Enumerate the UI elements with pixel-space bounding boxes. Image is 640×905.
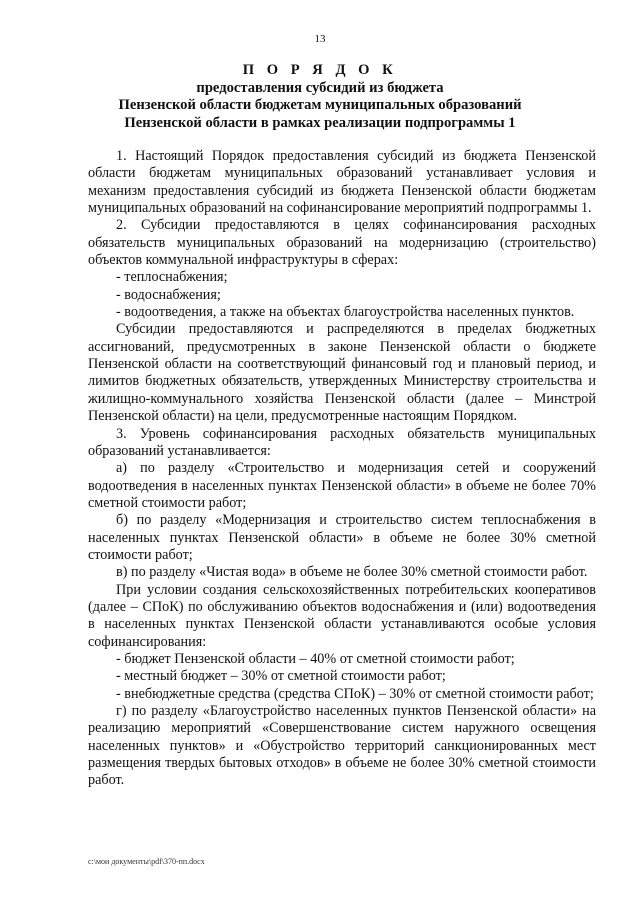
title-line-4: Пензенской области в рамках реализации подпрограммы 1 — [124, 114, 516, 131]
list-item-local-budget: - местный бюджет – 30% от сметной стоимости работ; — [116, 668, 446, 685]
file-path-footer: c:\мои документы\pdf\370-пп.docx — [88, 857, 205, 866]
list-item-extrabudget: - внебюджетные средства (средства СПоК) – 30% от сметной стоимости работ; — [116, 685, 594, 702]
paragraph-2: 2. Субсидии предоставляются в целях софинансирования расходных обязательств муниципальных образований на модернизацию (строительство) объектов коммунальной инфраструктуры в сферах: — [88, 217, 596, 269]
item-a: а) по разделу «Строительство и модернизация сетей и сооружений водоотведения в населенных пунктах Пензенской области» в объеме не более 70% сметной стоимости работ; — [88, 460, 596, 511]
document-title — [60, 62, 580, 132]
title-line-1: П О Р Я Д О К — [242, 62, 398, 78]
list-item-regional-budget: - бюджет Пензенской области – 40% от сметной стоимости работ; — [116, 650, 515, 667]
paragraph-subsidies: Субсидии предоставляются и распределяются в пределах бюджетных ассигнований, предусмотренных в законе Пензенской области о бюджете Пензенской области на соответствующий финансовый год и плановый период, и лимитов бюджетных обязательств, утвержденных Министерству строительства и жилищно-коммунального хозяйства Пензенской области (далее – Минстрой Пензенской области) на цели, предусмотренные настоящим Порядком. — [88, 321, 596, 425]
list-item-water: - водоснабжения; — [116, 286, 221, 303]
paragraph-spok: При условии создания сельскохозяйственных потребительских кооперативов (далее – СПоК) по обслуживанию объектов водоснабжения и (или) водоотведения в населенных пунктах Пензенской области устанавливаются особые условия софинансирования: — [88, 581, 596, 650]
page-number: 13 — [314, 33, 326, 45]
item-g: г) по разделу «Благоустройство населенных пунктов Пензенской области» на реализацию мероприятий «Совершенствование систем наружного освещения населенных пунктов» и «Обустройство территорий санкционированных мест размещения твердых бытовых отходов» в объеме не более 30% сметной стоимости работ. — [88, 703, 596, 789]
paragraph-3: 3. Уровень софинансирования расходных обязательств муниципальных образований устанавливается: — [88, 425, 596, 459]
title-line-3: Пензенской области бюджетам муниципальных образований — [118, 97, 522, 113]
document-body — [88, 148, 596, 790]
list-item-heat: - теплоснабжения; — [116, 269, 228, 286]
list-item-drainage: - водоотведения, а также на объектах благоустройства населенных пунктов. — [116, 304, 575, 321]
paragraph-1: 1. Настоящий Порядок предоставления субсидий из бюджета Пензенской области бюджетам муниципальных образований устанавливает условия и механизм предоставления субсидий из бюджета Пензенской области бюджетам муниципальных образований на софинансирование мероприятий подпрограммы 1. — [88, 148, 596, 217]
item-b: б) по разделу «Модернизация и строительство систем теплоснабжения в населенных пунктах Пензенской области» в объеме не более 30% сметной стоимости работ; — [88, 512, 596, 563]
item-v: в) по разделу «Чистая вода» в объеме не более 30% сметной стоимости работ. — [116, 564, 588, 581]
title-line-2: предоставления субсидий из бюджета — [196, 79, 444, 96]
